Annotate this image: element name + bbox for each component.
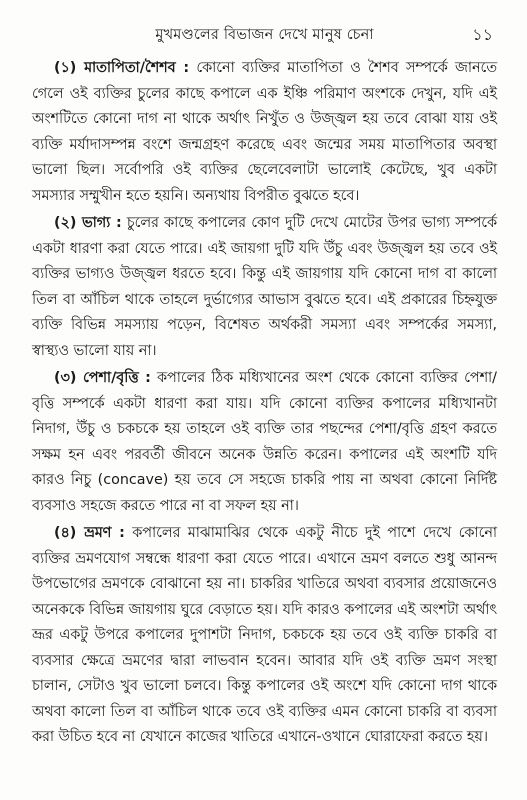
paragraph-fortune [32, 211, 497, 364]
section-heading: (১) মাতাপিতা/শৈশব : [54, 60, 190, 76]
section-heading: (২) ভাগ্য : [54, 215, 122, 231]
section-body: চুলের কাছে কপালের কোণ দুটি দেখে মোটের উপর ভাগ্য সম্পর্কে একটা ধারণা করা যেতে পারে। এই জায়গা দুটি যদি উঁচু এবং উজ্জ্বল হয় তবে ওই ব্যক্তির ভাগ্যও উজ্জ্বল ধরতে হবে। কিন্তু এই জায়গায় যদি কোনো দাগ বা কালো তিল বা আঁচিল থাকে তাহলে দুর্ভাগ্যের আভাস বুঝতে হবে। এই প্রকারের চিহ্নযুক্ত ব্যক্তি বিভিন্ন সমস্যায় পড়েন, বিশেষত অর্থকরী সমস্যা এবং সম্পর্কের সমস্যা, স্বাস্থ্যও ভালো যায় না। [32, 215, 497, 359]
running-title: মুখমণ্ডলের বিভাজন দেখে মানুষ চেনা [155, 27, 374, 43]
page-body [32, 56, 497, 751]
page-header [32, 18, 497, 46]
paragraph-profession [32, 366, 497, 519]
paragraph-travel [32, 521, 497, 751]
section-heading: (৪) ভ্রমণ : [54, 525, 125, 541]
section-body: কপালের মাঝামাঝির থেকে একটু নীচে দুই পাশে দেখে কোনো ব্যক্তির ভ্রমণযোগ সম্বন্ধে ধারণা করা যেতে পারে। এখানে ভ্রমণ বলতে শুধু আনন্দ উপভোগের ভ্রমণকে বোঝানো হয় না। চাকরির খাতিরে অথবা ব্যবসার প্রয়োজনেও অনেককে বিভিন্ন জায়গায় ঘুরে বেড়াতে হয়। যদি কারও কপালের এই অংশটা অর্থাৎ ভ্রূর একটু উপরে কপালের দুপাশটা নিদাগ, চকচকে হয় তবে ওই ব্যক্তি চাকরি বা ব্যবসার ক্ষেত্রে ভ্রমণের দ্বারা লাভবান হবেন। আবার যদি ওই ব্যক্তি ভ্রমণ সংস্থা চালান, সেটাও খুব ভালো চলবে। কিন্তু কপালের ওই অংশে যদি কোনো দাগ থাকে অথবা কালো তিল বা আঁচিল থাকে তবে ওই ব্যক্তির এমন কোনো চাকরি বা ব্যবসা করা উচিত হবে না যেখানে কাজের খাতিরে এখানে-ওখানে ঘোরাফেরা করতে হয়। [32, 525, 497, 745]
page-number: ১১ [472, 25, 493, 44]
section-body: কোনো ব্যক্তির মাতাপিতা ও শৈশব সম্পর্কে জানতে গেলে ওই ব্যক্তির চুলের কাছে কপালে এক ইঞ্চি পরিমাণ অংশকে দেখুন, যদি এই অংশটিতে কোনো দাগ না থাকে অর্থাৎ নিখুঁত ও উজ্জ্বল হয় তবে বোঝা যায় ওই ব্যক্তি মর্যাদাসম্পন্ন বংশে জন্মগ্রহণ করেছে এবং জন্মের সময় মাতাপিতার অবস্থা ভালো ছিল। সর্বোপরি ওই ব্যক্তির ছেলেবেলাটা ভালোই কেটেছে, খুব একটা সমস্যার সম্মুখীন হতে হয়নি। অন্যথায় বিপরীত বুঝতে হবে। [32, 60, 497, 204]
paragraph-parents-childhood [32, 56, 497, 209]
section-heading: (৩) পেশা/বৃত্তি : [54, 370, 151, 386]
section-body: কপালের ঠিক মধ্যিখানের অংশ থেকে কোনো ব্যক্তির পেশা/বৃত্তি সম্পর্কে একটা ধারণা করা যায়। যদি কোনো ব্যক্তির কপালের মধ্যিখানটা নিদাগ, উঁচু ও চকচকে হয় তাহলে ওই ব্যক্তি তার পছন্দের পেশা/বৃত্তি গ্রহণ করতে সক্ষম হন এবং পরবর্তী জীবনে অনেক উন্নতি করেন। কপালের এই অংশটি যদি কারও নিচু (concave) হয় তবে সে সহজে চাকরি পায় না অথবা কোনো নির্দিষ্ট ব্যবসাও সহজে করতে পারে না বা সফল হয় না। [32, 370, 497, 514]
